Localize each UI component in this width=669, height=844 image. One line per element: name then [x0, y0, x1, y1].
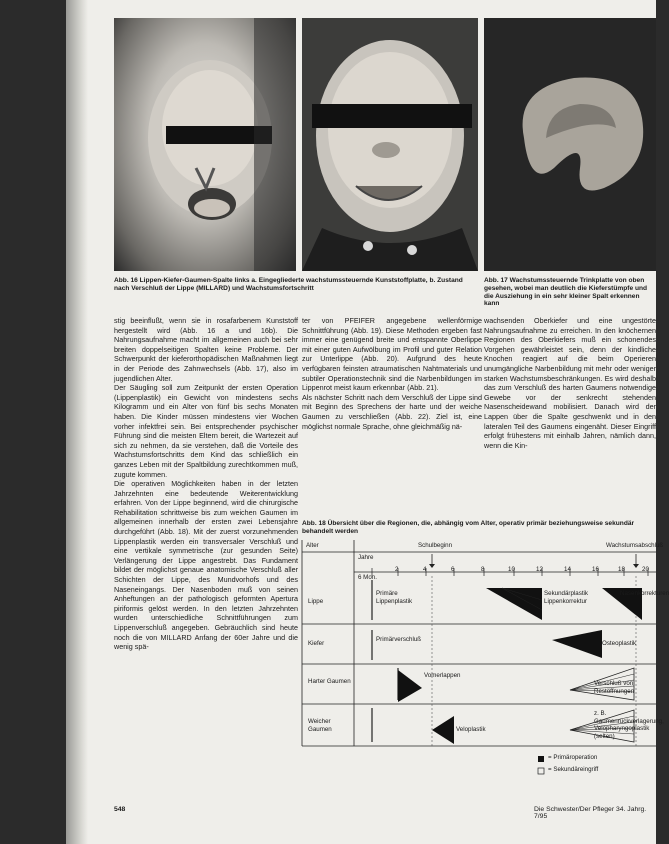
weicher-secondary-text: z. B. Gaumenrückverlagerung, Velopharyngoplastik (selten) [594, 710, 664, 740]
row-label-lippe: Lippe [308, 598, 324, 605]
marker-label-schulbeginn: Schulbeginn [418, 542, 453, 549]
figure-caption-17: Abb. 17 Wachstumssteuernde Trinkplatte von oben gesehen, wobei man deutlich die Kieferstümpfe und die Ausziehung in ein sehr kleiner Spalt erkennen kann [484, 277, 648, 308]
journal-footer: Die Schwester/Der Pfleger 34. Jahrg. 7/95 [534, 806, 647, 820]
figure-caption-16: Abb. 16 Lippen-Kiefer-Gaumen-Spalte links a. Eingegliederte wachstumssteuernde Kunststoffplatte, b. Zustand nach Verschluß der Lippe (MILLARD) und Wachstumsfortschritt [114, 277, 463, 292]
lippe-secondary-text: Sekundärplastik Lippenkorrektur [544, 590, 589, 605]
paragraph: Die operativen Möglichkeiten haben in der letzten Jahrzehnten eine bedeutende Weiterentwicklung erfahren. Von der Lippe beginnend, wird die chirurgische Rehabilitation schrittweise bis zum weichen Gaumen im allgemeinen innerhalb der ersten zwei Lebensjahre durchgeführt (Abb. 18). Mit der zuerst vorzunehmenden Lippenplastik werden ein transversaler Verschluß und eine vertikale symmetrische (zur gesunden Seite) Verlängerung der Lippe angestrebt. Das Fundament bildet der möglichst genaue anatomische Verschluß aller Schichten der Lippe, des Mundvorhofs und des Naseneingangs. Der Nasenboden muß von seinen Anheftungen an der pathologisch geformten Apertura piriformis gelöst werden. In den letzten Jahrzehnten wurden unterschiedliche Schnittführungen zum Lippenverschluß angegeben. Gebräuchlich sind heute noch die von MILLARD Anfang der 60er Jahre und die wenig spä- [114, 479, 298, 652]
photo-fig16a [114, 18, 296, 271]
weicher-primary-text: Veloplastik [456, 726, 486, 733]
kiefer-primary-text: Primärverschluß [376, 636, 422, 643]
tick-label: 10 [508, 566, 515, 573]
lippe-late-text: Nasenkorrekturen [620, 590, 669, 597]
tick-label: 20 [642, 566, 649, 573]
row-label-kiefer: Kiefer [308, 640, 325, 647]
binding-shadow [66, 0, 88, 844]
tick-label: 14 [564, 566, 571, 573]
paragraph: Als nächster Schritt nach dem Verschluß der Lippe sind mit Beginn des Sprechens der harte und der weiche Gaumen zu verschließen (Abb. 22). Ziel ist, eine möglichst normale Sprache, ohne gleichmäßig nä- [302, 392, 482, 431]
lippe-primary-text: Primäre Lippenplastik [376, 590, 413, 605]
harter-primary-text: Vomerlappen [424, 672, 461, 679]
document-page [66, 0, 669, 844]
paragraph: ter von PFEIFER angegebene wellenförmige Schnittführung (Abb. 19). Diese Methoden ergeben fast immer eine genügend breite und entspannte Oberlippe mit einer guten Aufwölbung im Profil und guter Relation zur Unterlippe (Abb. 20). Aufgrund des heute verfügbaren feinsten atraumatischen Nahtmaterials und subtiler Operationstechnik sind die Narbenbildungen im Lippenrot meist kaum erkennbar (Abb. 21). [302, 316, 482, 393]
tick-label: 6 Mon. [358, 574, 377, 581]
axis-label-jahre: Jahre [358, 554, 374, 561]
tick-label: 6 [451, 566, 455, 573]
marker-label-wachstum: Wachstumsabschluß [606, 542, 664, 549]
tick-label: 18 [618, 566, 625, 573]
page-number: 548 [114, 806, 126, 813]
diagram-fig18 [302, 540, 669, 780]
paragraph: stig beeinflußt, wenn sie in rosafarbenem Kunststoff hergestellt wird (Abb. 16 a und 16b). Die Nahrungsaufnahme macht im allgemeinen auch bei sehr breiten doppelseitigen Spalten keine Probleme. Der Schwerpunkt der kieferorthopädischen Maßnahmen liegt in der Periode des Zahnwechsels (Abb. 17), also im jugendlichen Alter. [114, 316, 298, 383]
harter-secondary-text: Verschluß von Restöffnungen [594, 680, 635, 695]
text-column-1 [114, 316, 298, 652]
legend-secondary: = Sekundäreingriff [548, 766, 599, 773]
tick-label: 12 [536, 566, 543, 573]
paragraph: wachsenden Oberkiefer und eine ungestörte Nahrungsaufnahme zu erreichen. In den knöchernen Regionen des Oberkiefers muß ein schonendes Vorgehen gewährleistet sein, denn der kindliche Knochen reagiert auf die beim Operieren unumgängliche Narbenbildung mit mehr oder weniger starken Wachstumsbeschränkungen. Es wird deshalb das zum Verschluß des harten Gaumens notwendige Gewebe vor der senkrecht stehenden Nasenscheidewand mobilisiert. Danach wird der Lappen über die Spalte geschwenkt und in den lateralen Teil des Gaumens eingenäht. Dieser Eingriff erfolgt frühestens mit einhalb Jahren, nämlich dann, wenn die Kin- [484, 316, 656, 450]
row-label-harter-gaumen: Harter Gaumen [308, 678, 351, 685]
tick-label: 4 [423, 566, 427, 573]
text-column-3 [484, 316, 656, 450]
paragraph: Der Säugling soll zum Zeitpunkt der ersten Operation (Lippenplastik) ein Gewicht von mindestens sechs Kilogramm und ein Alter von fünf bis sechs Monaten haben. Die Kinder müssen mindestens vier Wochen vorher infektfrei sein. Bei entsprechender psychischer Führung sind die meisten Eltern bereit, die Wartezeit auf sich zu nehmen, da sie verstehen, daß die Vorteile des Wachstumsfortschritts dem Kind das schließlich ein ganzes Leben mit der Spaltbildung zurechtkommen muß, zugute kommen. [114, 383, 298, 479]
axis-label-alter: Alter [306, 542, 319, 549]
photo-fig17 [484, 18, 656, 271]
diagram-caption-18: Abb. 18 Übersicht über die Regionen, die, abhängig vom Alter, operativ primär beziehungsweise sekundär behandelt werden [302, 520, 635, 535]
photo-fig16b [302, 18, 478, 271]
tick-label: 2 [395, 566, 399, 573]
text-column-2 [302, 316, 482, 431]
legend-primary: = Primäroperation [548, 754, 598, 761]
kiefer-secondary-text: Osteoplastik [602, 640, 637, 647]
tick-label: 8 [481, 566, 485, 573]
row-label-weicher-gaumen: Weicher Gaumen [308, 718, 332, 733]
tick-label: 16 [592, 566, 599, 573]
